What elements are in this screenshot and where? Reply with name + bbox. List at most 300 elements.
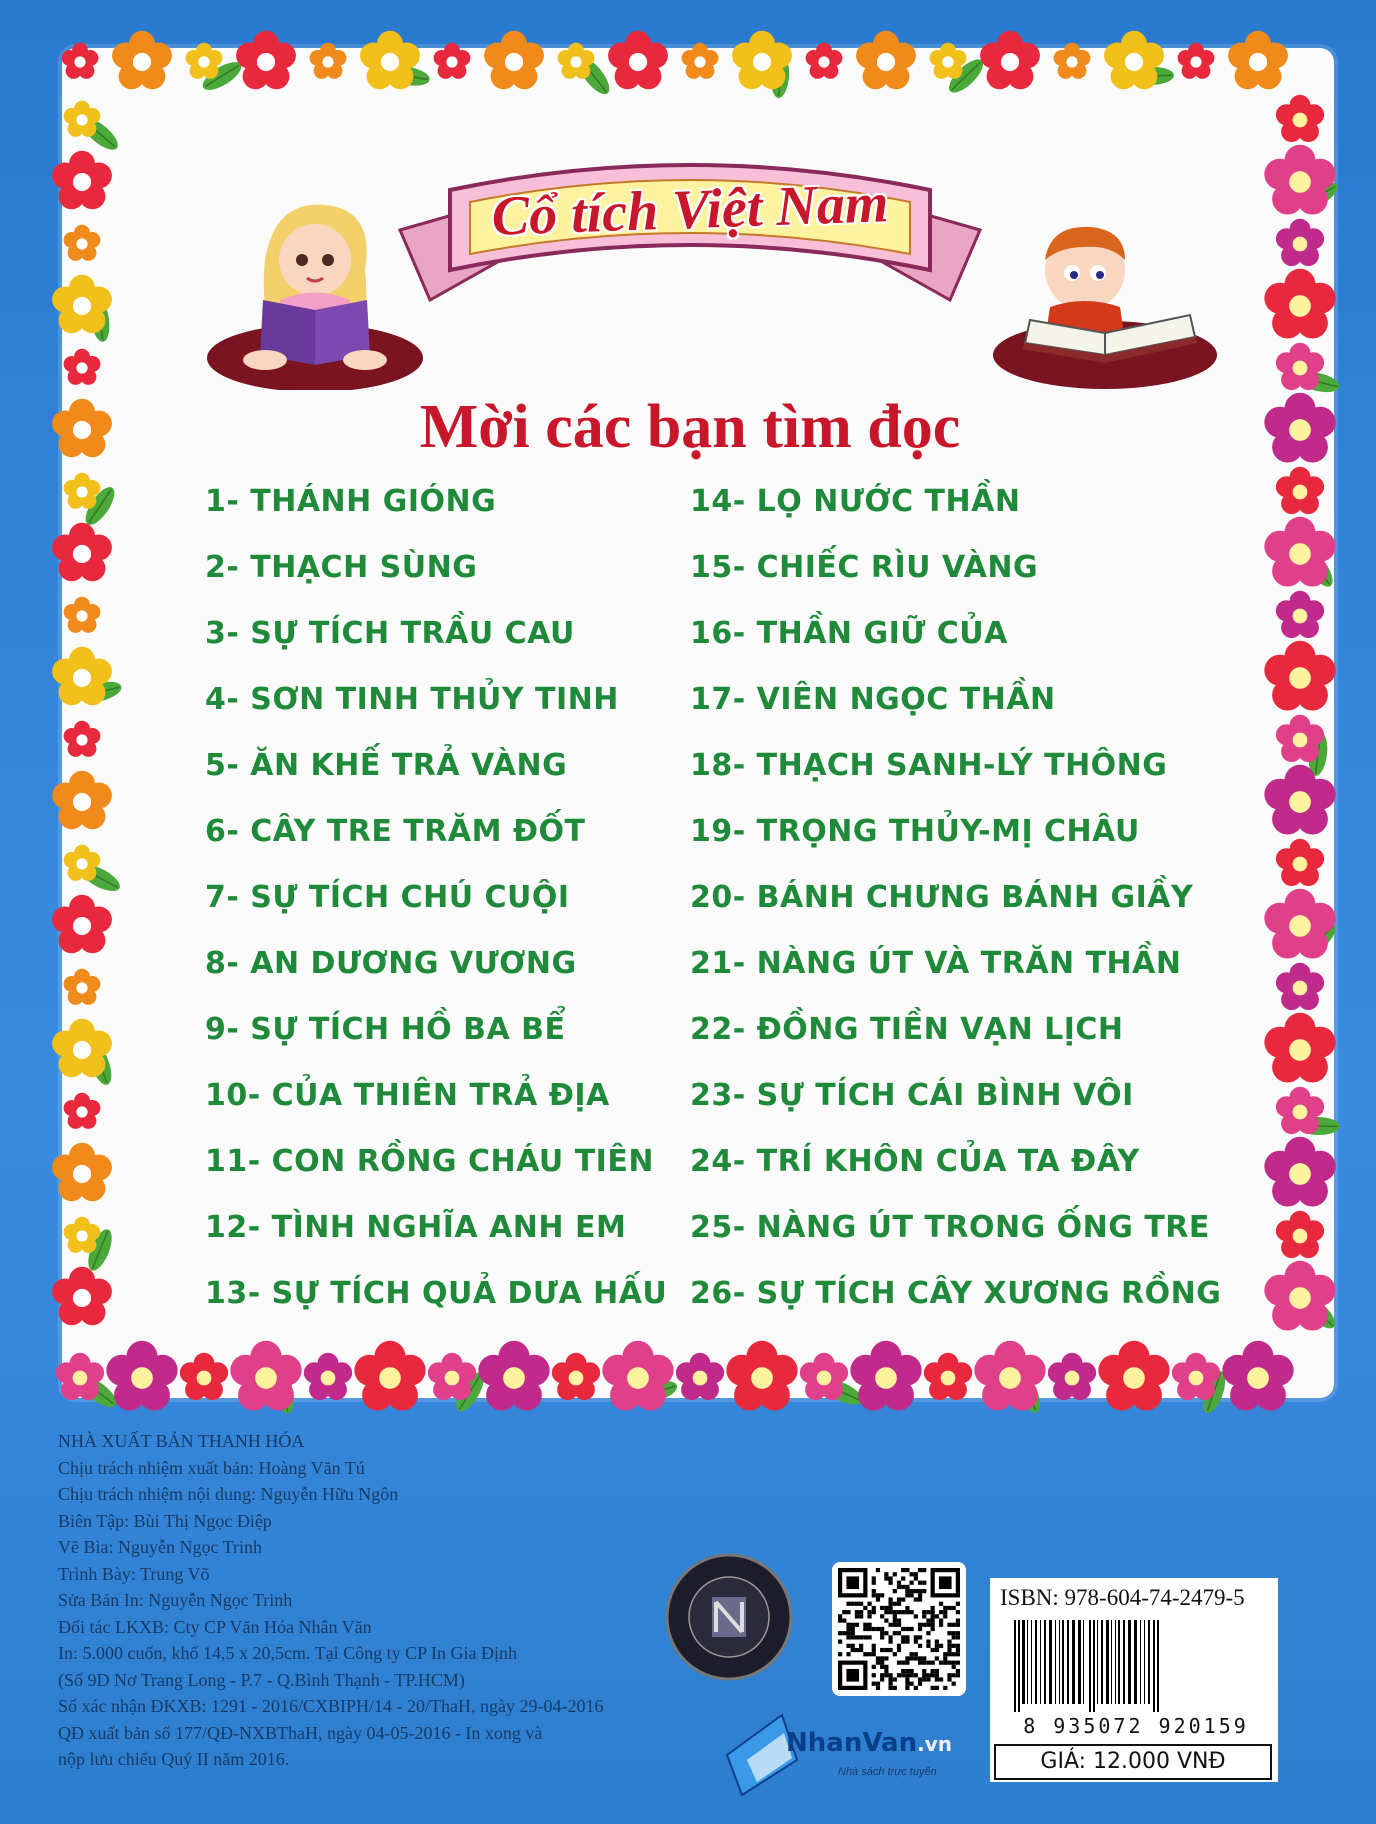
qr-module [939,1661,943,1665]
boy-reading-illustration [990,215,1220,390]
qr-module [922,1677,926,1681]
qr-module [863,1627,867,1631]
qr-module [918,1635,922,1639]
qr-module [897,1597,901,1601]
qr-module [952,1665,956,1669]
girl-reading-illustration [205,190,425,390]
publisher-line: Đối tác LKXB: Cty CP Văn Hóa Nhân Văn [58,1616,372,1637]
qr-module [846,1644,850,1648]
barcode-bar [1072,1620,1075,1704]
qr-module [914,1576,918,1580]
qr-module [918,1568,922,1572]
qr-module [914,1589,918,1593]
qr-module [897,1618,901,1622]
qr-module [922,1669,926,1673]
qr-module [956,1618,960,1622]
barcode-bar [1128,1620,1131,1704]
qr-module [888,1682,892,1686]
story-item: 22- ĐỒNG TIỀN VẠN LỊCH [690,1012,1124,1047]
qr-module [926,1677,930,1681]
story-item: 26- SỰ TÍCH CÂY XƯƠNG RỒNG [690,1276,1222,1311]
qr-module [876,1593,880,1597]
qr-module [888,1606,892,1610]
qr-module [918,1593,922,1597]
qr-module [939,1623,943,1627]
qr-finder [846,1669,859,1682]
qr-module [935,1614,939,1618]
qr-module [926,1640,930,1644]
qr-module [956,1635,960,1639]
qr-module [863,1606,867,1610]
qr-module [914,1652,918,1656]
qr-module [931,1686,935,1690]
qr-module [888,1581,892,1585]
qr-module [918,1589,922,1593]
qr-module [905,1682,909,1686]
qr-module [947,1677,951,1681]
qr-module [838,1618,842,1622]
qr-module [947,1631,951,1635]
qr-module [897,1673,901,1677]
publisher-line: (Số 9D Nơ Trang Long - P.7 - Q.Bình Thạnh - TP.HCM) [58,1669,465,1690]
barcode-bar [1027,1620,1028,1704]
qr-module [859,1602,863,1606]
qr-module [880,1627,884,1631]
qr-module [905,1640,909,1644]
barcode-bar [1140,1620,1141,1704]
publisher-info [58,1428,718,1773]
qr-module [947,1623,951,1627]
qr-module [931,1648,935,1652]
qr-module [851,1627,855,1631]
qr-module [956,1652,960,1656]
qr-module [893,1677,897,1681]
qr-module [867,1627,871,1631]
story-item: 14- LỌ NƯỚC THẦN [690,484,1021,519]
barcode-bar [1123,1620,1125,1704]
barcode-bar [1031,1620,1032,1704]
qr-module [943,1614,947,1618]
qr-module [888,1576,892,1580]
qr-module [910,1682,914,1686]
qr-module [931,1610,935,1614]
qr-module [888,1677,892,1681]
qr-module [935,1644,939,1648]
qr-module [851,1635,855,1639]
publisher-line: Chịu trách nhiệm nội dung: Nguyễn Hữu Ngôn [58,1484,399,1504]
qr-module [918,1644,922,1648]
anti-counterfeit-stamp [664,1552,794,1682]
qr-module [876,1661,880,1665]
qr-module [846,1610,850,1614]
publisher-line: Trình Bày: Trung Võ [58,1563,210,1584]
barcode-bar [1018,1620,1020,1712]
qr-module [935,1640,939,1644]
publisher-line: Vẽ Bìa: Nguyễn Ngọc Trinh [58,1537,262,1557]
qr-module [918,1661,922,1665]
story-item: 12- TÌNH NGHĨA ANH EM [205,1210,627,1245]
qr-module [884,1656,888,1660]
qr-module [893,1623,897,1627]
qr-module [935,1677,939,1681]
qr-code [832,1562,966,1696]
qr-module [901,1627,905,1631]
qr-module [931,1606,935,1610]
story-item: 19- TRỌNG THỦY-MỊ CHÂU [690,814,1140,849]
barcode-number: 8 935072 920159 [1023,1714,1249,1738]
qr-module [905,1610,909,1614]
qr-module [863,1652,867,1656]
qr-module [867,1635,871,1639]
qr-module [872,1589,876,1593]
publisher-line: Biên Tập: Bùi Thị Ngọc Điệp [58,1510,272,1531]
qr-module [872,1610,876,1614]
qr-module [893,1610,897,1614]
qr-module [922,1656,926,1660]
barcode-bar [1055,1620,1056,1704]
qr-module [931,1614,935,1618]
publisher-line: Sửa Bản In: Nguyễn Ngọc Trinh [58,1590,293,1610]
story-item: 9- SỰ TÍCH HỒ BA BỂ [205,1012,566,1047]
barcode-bar [1067,1620,1069,1704]
qr-module [884,1610,888,1614]
qr-module [926,1631,930,1635]
invitation-heading: Mời các bạn tìm đọc [419,393,961,461]
qr-module [897,1644,901,1648]
barcode-bar [1078,1620,1081,1704]
qr-module [867,1614,871,1618]
logo-tagline: Nhà sách trực tuyến [838,1766,937,1778]
qr-module [922,1614,926,1618]
qr-module [880,1656,884,1660]
qr-module [931,1673,935,1677]
qr-module [905,1606,909,1610]
qr-module [914,1686,918,1690]
qr-module [880,1661,884,1665]
barcode-bar [1157,1620,1159,1712]
story-item: 7- SỰ TÍCH CHÚ CUỘI [205,880,570,915]
qr-module [935,1656,939,1660]
qr-module [922,1661,926,1665]
qr-module [952,1673,956,1677]
qr-module [901,1576,905,1580]
qr-module [956,1631,960,1635]
qr-module [914,1640,918,1644]
qr-module [888,1686,892,1690]
barcode-bar [1059,1620,1060,1704]
qr-module [918,1677,922,1681]
qr-module [855,1635,859,1639]
story-item: 4- SƠN TINH THỦY TINH [205,682,619,717]
qr-module [880,1673,884,1677]
qr-module [876,1656,880,1660]
qr-module [884,1606,888,1610]
qr-module [918,1623,922,1627]
qr-module [838,1640,842,1644]
qr-module [838,1614,842,1618]
qr-module [905,1568,909,1572]
qr-module [897,1648,901,1652]
qr-module [859,1614,863,1618]
story-item: 13- SỰ TÍCH QUẢ DƯA HẤU [205,1276,668,1311]
qr-module [897,1623,901,1627]
barcode-bar [1014,1620,1016,1712]
story-item: 2- THẠCH SÙNG [205,550,478,585]
barcode-bar [1115,1620,1116,1704]
qr-module [905,1669,909,1673]
story-item: 17- VIÊN NGỌC THẦN [690,682,1056,717]
qr-module [872,1652,876,1656]
qr-module [846,1635,850,1639]
qr-module [872,1606,876,1610]
qr-module [872,1581,876,1585]
qr-module [956,1661,960,1665]
qr-module [914,1635,918,1639]
story-item: 8- AN DƯƠNG VƯƠNG [205,946,577,981]
qr-module [905,1585,909,1589]
qr-finder [846,1576,859,1589]
barcode-bar [1097,1620,1098,1704]
qr-module [947,1640,951,1644]
publisher-line: QĐ xuất bản số 177/QĐ-NXBThaH, ngày 04-05-2016 - In xong và [58,1722,543,1743]
qr-module [867,1623,871,1627]
qr-module [935,1648,939,1652]
qr-module [910,1572,914,1576]
qr-module [884,1576,888,1580]
story-item: 10- CỦA THIÊN TRẢ ĐỊA [205,1078,610,1113]
qr-module [880,1614,884,1618]
barcode-bar [1153,1620,1155,1712]
qr-module [880,1635,884,1639]
qr-module [897,1602,901,1606]
qr-module [884,1648,888,1652]
story-list-left [205,478,667,1336]
qr-module [952,1682,956,1686]
qr-module [884,1669,888,1673]
qr-module [931,1618,935,1622]
qr-module [922,1589,926,1593]
qr-module [947,1648,951,1652]
qr-module [880,1593,884,1597]
qr-module [947,1652,951,1656]
barcode-bar [1035,1620,1037,1704]
qr-module [943,1686,947,1690]
qr-module [910,1581,914,1585]
qr-module [952,1652,956,1656]
qr-module [893,1589,897,1593]
qr-module [905,1677,909,1681]
qr-module [910,1656,914,1660]
publisher-line: nộp lưu chiểu Quý II năm 2016. [58,1749,290,1769]
qr-module [939,1677,943,1681]
qr-module [872,1673,876,1677]
qr-module [884,1572,888,1576]
qr-module [905,1635,909,1639]
barcode-bar [1106,1620,1109,1704]
qr-module [943,1652,947,1656]
story-item: 6- CÂY TRE TRĂM ĐỐT [205,814,586,849]
publisher-line: Chịu trách nhiệm xuất bản: Hoàng Văn Tú [58,1457,365,1478]
story-item: 3- SỰ TÍCH TRẦU CAU [205,616,575,651]
qr-module [910,1589,914,1593]
qr-module [897,1585,901,1589]
publisher-line: NHÀ XUẤT BẢN THANH HÓA [58,1431,305,1451]
qr-module [939,1602,943,1606]
qr-module [859,1648,863,1652]
qr-module [863,1623,867,1627]
barcode-bar [1148,1620,1150,1704]
qr-module [914,1597,918,1601]
qr-module [956,1623,960,1627]
qr-module [926,1623,930,1627]
qr-module [922,1568,926,1572]
qr-module [880,1677,884,1681]
story-list-right [690,478,1221,1336]
qr-module [905,1673,909,1677]
qr-module [888,1610,892,1614]
qr-module [952,1623,956,1627]
qr-module [918,1627,922,1631]
qr-module [918,1581,922,1585]
qr-module [855,1623,859,1627]
qr-module [838,1652,842,1656]
qr-finder [939,1576,952,1589]
barcode-bar [1111,1620,1112,1704]
qr-module [876,1568,880,1572]
qr-module [901,1585,905,1589]
qr-module [926,1661,930,1665]
qr-module [931,1669,935,1673]
qr-module [914,1614,918,1618]
qr-module [884,1665,888,1669]
story-item: 23- SỰ TÍCH CÁI BÌNH VÔI [690,1078,1134,1113]
qr-module [905,1627,909,1631]
story-item: 21- NÀNG ÚT VÀ TRĂN THẦN [690,946,1182,981]
story-item: 1- THÁNH GIÓNG [205,484,497,519]
qr-module [943,1656,947,1660]
qr-module [926,1673,930,1677]
qr-module [893,1602,897,1606]
qr-module [905,1686,909,1690]
qr-module [956,1610,960,1614]
qr-module [910,1627,914,1631]
qr-module [893,1614,897,1618]
qr-module [855,1602,859,1606]
qr-module [905,1656,909,1660]
qr-module [880,1648,884,1652]
qr-module [901,1597,905,1601]
qr-module [943,1610,947,1614]
qr-module [922,1673,926,1677]
qr-module [880,1665,884,1669]
barcode-bar [1118,1620,1120,1704]
qr-module [914,1656,918,1660]
qr-module [956,1602,960,1606]
story-item: 15- CHIẾC RÌU VÀNG [690,550,1039,585]
qr-module [876,1597,880,1601]
qr-module [863,1635,867,1639]
qr-module [935,1686,939,1690]
qr-module [910,1593,914,1597]
qr-module [897,1610,901,1614]
qr-module [939,1644,943,1648]
qr-module [922,1581,926,1585]
qr-module [872,1682,876,1686]
story-item: 16- THẦN GIỮ CỦA [690,616,1008,651]
qr-module [842,1610,846,1614]
qr-module [901,1568,905,1572]
qr-module [897,1661,901,1665]
nhanvan-logo-text: NhanVan.vn [786,1728,952,1758]
story-item: 25- NÀNG ÚT TRONG ỐNG TRE [690,1210,1210,1245]
story-item: 5- ĂN KHẾ TRẢ VÀNG [205,748,568,783]
qr-module [876,1686,880,1690]
qr-module [893,1686,897,1690]
qr-module [956,1669,960,1673]
qr-module [888,1623,892,1627]
qr-module [855,1614,859,1618]
qr-module [935,1673,939,1677]
qr-module [880,1631,884,1635]
qr-module [901,1640,905,1644]
qr-module [846,1627,850,1631]
qr-module [888,1602,892,1606]
barcode-bar [1022,1620,1025,1704]
story-item: 20- BÁNH CHƯNG BÁNH GIẦY [690,880,1194,915]
qr-module [872,1648,876,1652]
qr-module [855,1648,859,1652]
qr-module [846,1623,850,1627]
qr-module [956,1644,960,1648]
qr-module [956,1648,960,1652]
qr-module [910,1669,914,1673]
qr-module [893,1631,897,1635]
qr-module [956,1673,960,1677]
barcode-bar [1134,1620,1137,1704]
qr-module [888,1635,892,1639]
barcode-bar [1062,1620,1064,1704]
story-item: 24- TRÍ KHÔN CỦA TA ĐÂY [690,1144,1140,1179]
series-title: Cổ tích Việt Nam [490,172,890,248]
qr-module [943,1661,947,1665]
qr-module [851,1648,855,1652]
qr-module [872,1576,876,1580]
qr-module [901,1610,905,1614]
barcode-bar [1040,1620,1041,1704]
qr-module [901,1669,905,1673]
qr-module [884,1673,888,1677]
qr-module [851,1631,855,1635]
qr-module [893,1572,897,1576]
qr-module [901,1635,905,1639]
qr-module [952,1661,956,1665]
qr-module [872,1627,876,1631]
qr-module [943,1606,947,1610]
qr-module [918,1656,922,1660]
qr-module [931,1661,935,1665]
qr-module [888,1673,892,1677]
qr-module [918,1682,922,1686]
qr-module [952,1635,956,1639]
qr-module [910,1610,914,1614]
barcode-bar [1083,1620,1084,1704]
price-label: GIÁ: 12.000 VNĐ [994,1744,1272,1780]
qr-module [931,1627,935,1631]
barcode-bar [1101,1620,1103,1704]
qr-module [851,1602,855,1606]
qr-module [926,1644,930,1648]
qr-module [867,1610,871,1614]
